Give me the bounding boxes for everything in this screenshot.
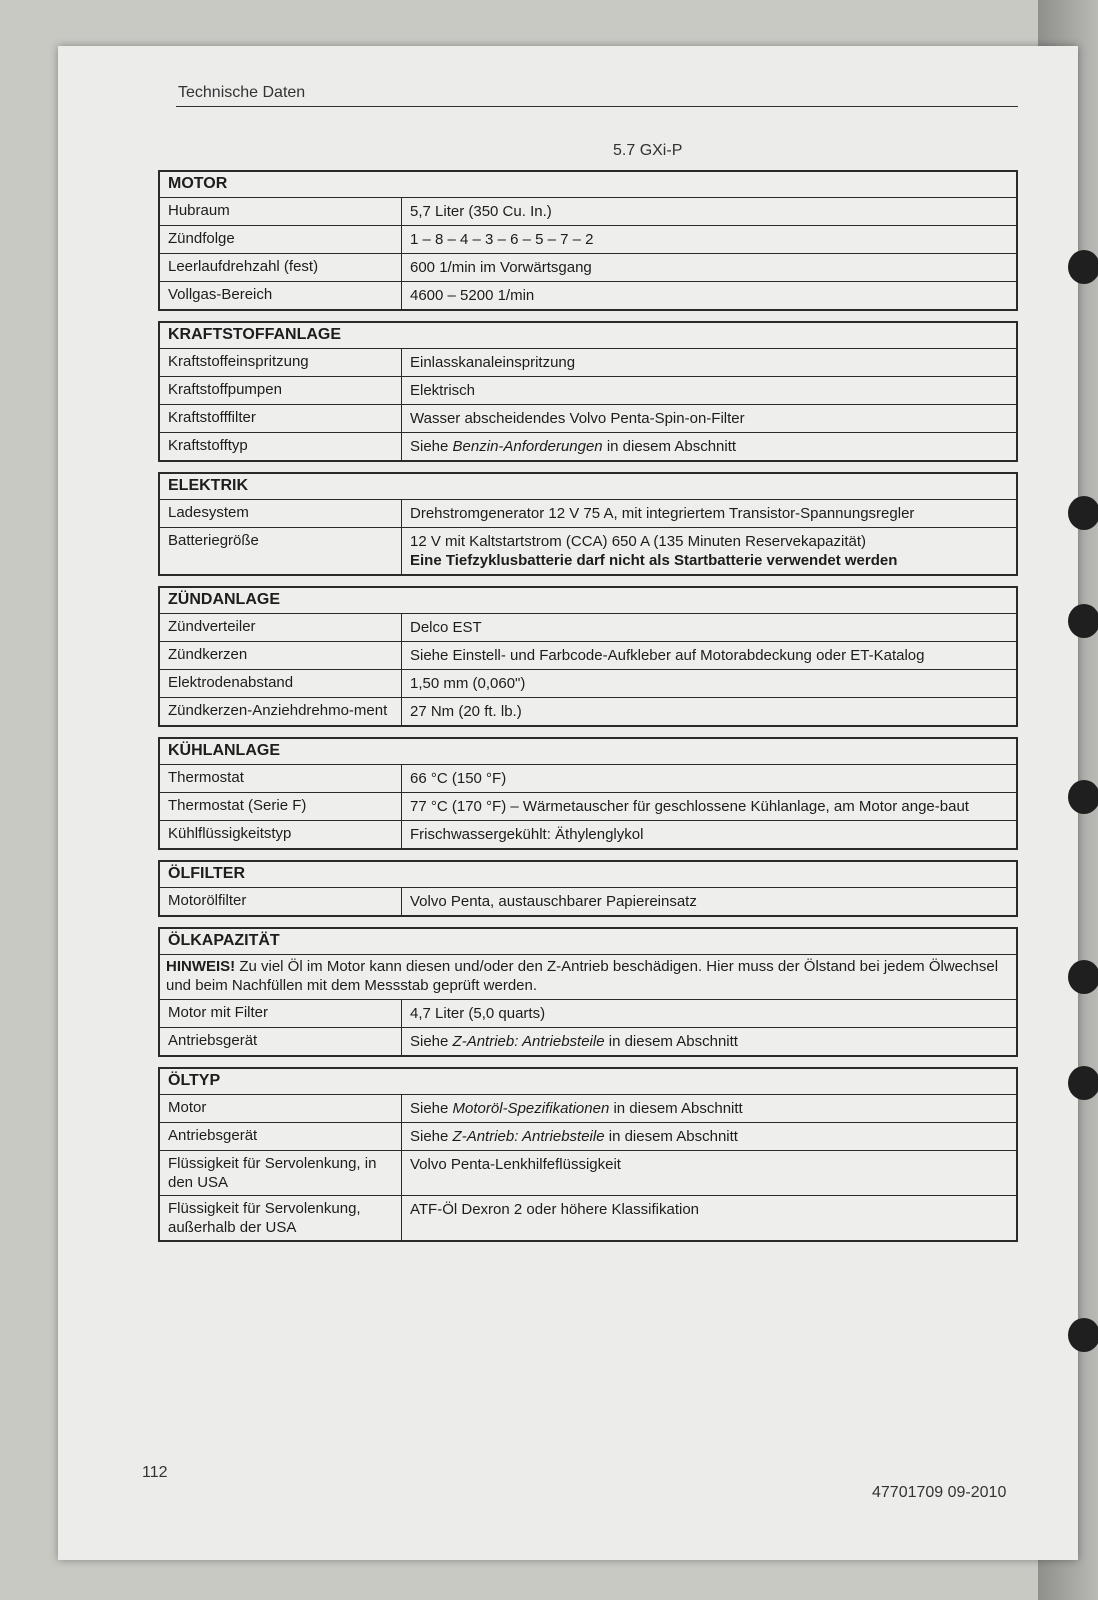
- spec-value: [402, 1123, 1016, 1150]
- spec-row: [160, 614, 1016, 642]
- section-note: [160, 955, 1016, 1000]
- spec-row: [160, 1151, 1016, 1196]
- spec-key: Batteriegröße: [160, 528, 402, 574]
- spec-row: [160, 226, 1016, 254]
- spec-key: Thermostat: [160, 765, 402, 792]
- value-text: 1 – 8 – 4 – 3 – 6 – 5 – 7 – 2: [410, 231, 594, 248]
- value-text: Wasser abscheidendes Volvo Penta-Spin-on-Filter: [410, 410, 745, 427]
- spec-key: Zündverteiler: [160, 614, 402, 641]
- spec-value: [402, 405, 1016, 432]
- spec-key: Hubraum: [160, 198, 402, 225]
- spec-key: Leerlaufdrehzahl (fest): [160, 254, 402, 281]
- value-text: Volvo Penta-Lenkhilfeflüssigkeit: [410, 1156, 621, 1173]
- header-rule: [176, 106, 1018, 107]
- spec-section: [158, 1067, 1018, 1242]
- value-text: Siehe Einstell- und Farbcode-Aufkleber auf Motorabdeckung oder ET-Katalog: [410, 647, 925, 664]
- value-reference: Z-Antrieb: Antriebsteile: [452, 1033, 605, 1050]
- spec-value: [402, 698, 1016, 725]
- value-reference: Motoröl-Spezifikationen: [452, 1100, 610, 1117]
- spec-value: [402, 1151, 1016, 1195]
- spec-row: [160, 254, 1016, 282]
- value-text: 4,7 Liter (5,0 quarts): [410, 1005, 546, 1022]
- spec-key: Kraftstofffilter: [160, 405, 402, 432]
- binder-hole: [1068, 960, 1098, 994]
- spec-value: [402, 642, 1016, 669]
- value-text: Siehe: [410, 1033, 453, 1050]
- spec-key: Motor: [160, 1095, 402, 1122]
- spec-value: [402, 349, 1016, 376]
- page-number: 112: [142, 1464, 168, 1481]
- spec-value: [402, 793, 1016, 820]
- spec-key: Zündfolge: [160, 226, 402, 253]
- section-title: ÖLTYP: [160, 1069, 1016, 1095]
- spec-section: [158, 927, 1018, 1057]
- spec-value: [402, 821, 1016, 848]
- binder-hole: [1068, 780, 1098, 814]
- value-text: in diesem Abschnitt: [604, 1033, 738, 1050]
- page-header-title: Technische Daten: [178, 84, 306, 101]
- spec-value: [402, 1095, 1016, 1122]
- document-page: [58, 46, 1078, 1560]
- section-title: ZÜNDANLAGE: [160, 588, 1016, 614]
- spec-row: [160, 888, 1016, 915]
- value-text: Delco EST: [410, 619, 482, 636]
- spec-key: Kühlflüssigkeitstyp: [160, 821, 402, 848]
- spec-key: Flüssigkeit für Servolenkung, außerhalb der USA: [160, 1196, 402, 1240]
- spec-row: [160, 1095, 1016, 1123]
- spec-row: [160, 500, 1016, 528]
- spec-row: [160, 433, 1016, 460]
- value-text: Elektrisch: [410, 382, 476, 399]
- spec-value: [402, 500, 1016, 527]
- value-text: Siehe: [410, 1128, 453, 1145]
- spec-row: [160, 1123, 1016, 1151]
- spec-value: [402, 198, 1016, 225]
- value-text: Volvo Penta, austauschbarer Papiereinsatz: [410, 893, 697, 910]
- spec-row: [160, 282, 1016, 309]
- spec-value: [402, 377, 1016, 404]
- section-title: ELEKTRIK: [160, 474, 1016, 500]
- spec-sections: [158, 170, 1018, 1252]
- spec-row: [160, 349, 1016, 377]
- value-text: 66 °C (150 °F): [410, 770, 507, 787]
- spec-key: Ladesystem: [160, 500, 402, 527]
- spec-value: [402, 433, 1016, 460]
- spec-row: [160, 821, 1016, 848]
- value-text: Siehe: [410, 1100, 453, 1117]
- spec-value: [402, 528, 1016, 574]
- spec-section: [158, 321, 1018, 462]
- section-title: MOTOR: [160, 172, 1016, 198]
- spec-row: [160, 642, 1016, 670]
- binder-hole: [1068, 250, 1098, 284]
- spec-section: [158, 860, 1018, 917]
- spec-row: [160, 377, 1016, 405]
- spec-key: Kraftstoffeinspritzung: [160, 349, 402, 376]
- spec-row: [160, 528, 1016, 574]
- value-text: Einlasskanaleinspritzung: [410, 354, 576, 371]
- spec-section: [158, 586, 1018, 727]
- section-title: ÖLKAPAZITÄT: [160, 929, 1016, 955]
- value-reference: Z-Antrieb: Antriebsteile: [452, 1128, 605, 1145]
- spec-key: Antriebsgerät: [160, 1028, 402, 1055]
- spec-key: Thermostat (Serie F): [160, 793, 402, 820]
- value-text: 5,7 Liter (350 Cu. In.): [410, 203, 552, 220]
- value-warning: Eine Tiefzyklusbatterie darf nicht als Startbatterie verwendet werden: [410, 552, 898, 569]
- spec-key: Kraftstofftyp: [160, 433, 402, 460]
- spec-value: [402, 1028, 1016, 1055]
- section-title: ÖLFILTER: [160, 862, 1016, 888]
- document-number: 47701709 09-2010: [872, 1484, 1007, 1501]
- spec-row: [160, 198, 1016, 226]
- spec-key: Motorölfilter: [160, 888, 402, 915]
- spec-key: Zündkerzen-Anziehdrehmo-ment: [160, 698, 402, 725]
- value-text: in diesem Abschnitt: [609, 1100, 743, 1117]
- spec-row: [160, 793, 1016, 821]
- spec-key: Antriebsgerät: [160, 1123, 402, 1150]
- binder-hole: [1068, 1066, 1098, 1100]
- value-text: ATF-Öl Dexron 2 oder höhere Klassifikation: [410, 1201, 700, 1218]
- spec-key: Elektrodenabstand: [160, 670, 402, 697]
- binder-hole: [1068, 1318, 1098, 1352]
- spec-value: [402, 282, 1016, 309]
- spec-key: Motor mit Filter: [160, 1000, 402, 1027]
- value-text: 1,50 mm (0,060"): [410, 675, 526, 692]
- binder-hole: [1068, 604, 1098, 638]
- spec-value: [402, 254, 1016, 281]
- binder-hole: [1068, 496, 1098, 530]
- value-text: Siehe: [410, 438, 453, 455]
- value-text: Frischwassergekühlt: Äthylenglykol: [410, 826, 644, 843]
- note-text: Zu viel Öl im Motor kann diesen und/oder den Z-Antrieb beschädigen. Hier muss der Ölstand bei jedem Ölwechsel und beim Nachfüllen mit dem Messstab geprüft werden.: [166, 958, 999, 994]
- spec-row: [160, 698, 1016, 725]
- spec-value: [402, 888, 1016, 915]
- spec-row: [160, 670, 1016, 698]
- spec-row: [160, 1196, 1016, 1240]
- spec-key: Zündkerzen: [160, 642, 402, 669]
- value-text: 600 1/min im Vorwärtsgang: [410, 259, 592, 276]
- spec-value: [402, 670, 1016, 697]
- spec-section: [158, 472, 1018, 576]
- value-text: 27 Nm (20 ft. lb.): [410, 703, 522, 720]
- section-title: KÜHLANLAGE: [160, 739, 1016, 765]
- spec-key: Kraftstoffpumpen: [160, 377, 402, 404]
- spec-row: [160, 1028, 1016, 1055]
- spec-key: Vollgas-Bereich: [160, 282, 402, 309]
- spec-value: [402, 1196, 1016, 1240]
- value-reference: Benzin-Anforderungen: [452, 438, 603, 455]
- spec-row: [160, 405, 1016, 433]
- model-name: 5.7 GXi-P: [613, 142, 683, 159]
- spec-section: [158, 170, 1018, 311]
- value-text: in diesem Abschnitt: [604, 1128, 738, 1145]
- section-title: KRAFTSTOFFANLAGE: [160, 323, 1016, 349]
- spec-row: [160, 765, 1016, 793]
- spec-value: [402, 226, 1016, 253]
- value-text: in diesem Abschnitt: [602, 438, 737, 455]
- value-text: 4600 – 5200 1/min: [410, 287, 535, 304]
- spec-key: Flüssigkeit für Servolenkung, in den USA: [160, 1151, 402, 1195]
- spec-value: [402, 765, 1016, 792]
- spec-row: [160, 1000, 1016, 1028]
- spec-value: [402, 614, 1016, 641]
- value-text: 77 °C (170 °F) – Wärmetauscher für geschlossene Kühlanlage, am Motor ange-baut: [410, 798, 969, 815]
- spec-section: [158, 737, 1018, 850]
- spec-value: [402, 1000, 1016, 1027]
- value-text: Drehstromgenerator 12 V 75 A, mit integriertem Transistor-Spannungsregler: [410, 505, 915, 522]
- note-label: HINWEIS!: [166, 958, 236, 975]
- value-text: 12 V mit Kaltstartstrom (CCA) 650 A (135 Minuten Reservekapazität): [410, 533, 867, 550]
